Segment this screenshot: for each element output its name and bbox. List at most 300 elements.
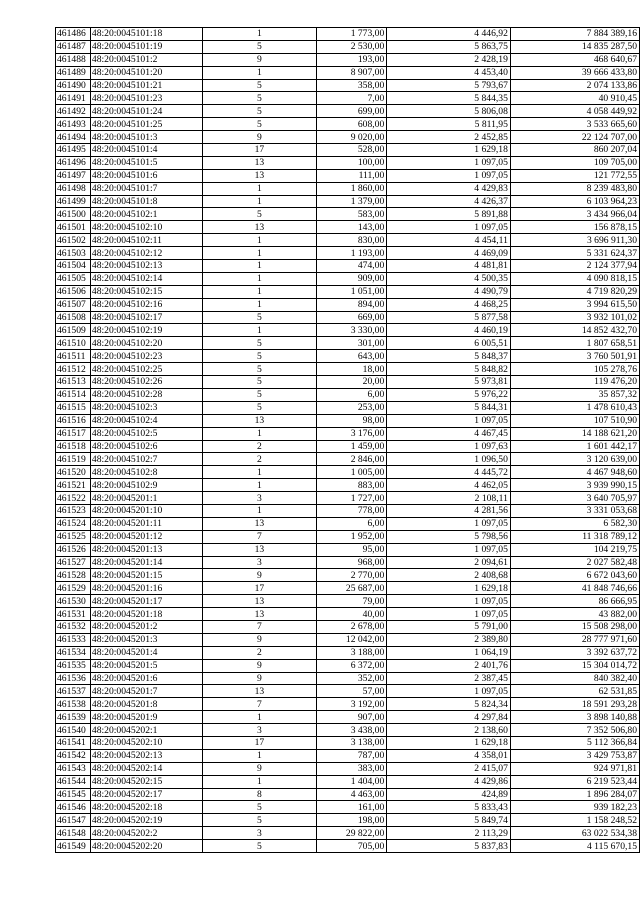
- cadastral-number-cell: 48:20:0045102:7: [90, 453, 202, 466]
- group-code-cell: 5: [202, 840, 316, 853]
- cadastral-value-cell: 14 835 287,50: [510, 40, 639, 53]
- row-number-cell: 461510: [56, 337, 91, 350]
- group-code-cell: 1: [202, 479, 316, 492]
- row-number-cell: 461489: [56, 66, 91, 79]
- group-code-cell: 1: [202, 247, 316, 260]
- unit-value-cell: 5 863,75: [387, 40, 511, 53]
- cadastral-number-cell: 48:20:0045201:13: [90, 543, 202, 556]
- cadastral-number-cell: 48:20:0045201:1: [90, 492, 202, 505]
- cadastral-value-cell: 468 640,67: [510, 53, 639, 66]
- unit-value-cell: 1 097,63: [387, 440, 511, 453]
- row-number-cell: 461543: [56, 762, 91, 775]
- area-cell: 253,00: [317, 401, 387, 414]
- row-number-cell: 461517: [56, 427, 91, 440]
- row-number-cell: 461504: [56, 260, 91, 273]
- unit-value-cell: 5 848,37: [387, 350, 511, 363]
- area-cell: 8 907,00: [317, 66, 387, 79]
- area-cell: 894,00: [317, 298, 387, 311]
- cadastral-number-cell: 48:20:0045102:3: [90, 401, 202, 414]
- row-number-cell: 461494: [56, 131, 91, 144]
- unit-value-cell: 4 460,19: [387, 324, 511, 337]
- area-cell: 4 463,00: [317, 788, 387, 801]
- cadastral-value-cell: 86 666,95: [510, 595, 639, 608]
- table-row: [56, 569, 640, 582]
- cadastral-value-cell: 3 120 639,00: [510, 453, 639, 466]
- unit-value-cell: 2 428,19: [387, 53, 511, 66]
- row-number-cell: 461514: [56, 388, 91, 401]
- cadastral-value-table: [55, 27, 640, 853]
- row-number-cell: 461496: [56, 156, 91, 169]
- cadastral-number-cell: 48:20:0045101:4: [90, 144, 202, 157]
- unit-value-cell: 4 281,56: [387, 504, 511, 517]
- table-row: [56, 376, 640, 389]
- cadastral-number-cell: 48:20:0045102:10: [90, 221, 202, 234]
- area-cell: 883,00: [317, 479, 387, 492]
- area-cell: 1 773,00: [317, 28, 387, 41]
- cadastral-value-cell: 14 852 432,70: [510, 324, 639, 337]
- unit-value-cell: 4 469,09: [387, 247, 511, 260]
- cadastral-value-cell: 28 777 971,60: [510, 633, 639, 646]
- cadastral-value-cell: 3 898 140,88: [510, 711, 639, 724]
- area-cell: 583,00: [317, 208, 387, 221]
- unit-value-cell: 5 844,31: [387, 401, 511, 414]
- cadastral-value-cell: 4 058 449,92: [510, 105, 639, 118]
- group-code-cell: 1: [202, 504, 316, 517]
- area-cell: 6,00: [317, 388, 387, 401]
- area-cell: 3 188,00: [317, 646, 387, 659]
- group-code-cell: 9: [202, 659, 316, 672]
- cadastral-number-cell: 48:20:0045201:12: [90, 530, 202, 543]
- area-cell: 3 176,00: [317, 427, 387, 440]
- area-cell: 6 372,00: [317, 659, 387, 672]
- group-code-cell: 1: [202, 711, 316, 724]
- row-number-cell: 461546: [56, 801, 91, 814]
- unit-value-cell: 4 429,83: [387, 182, 511, 195]
- unit-value-cell: 1 097,05: [387, 221, 511, 234]
- area-cell: 20,00: [317, 376, 387, 389]
- area-cell: 95,00: [317, 543, 387, 556]
- group-code-cell: 2: [202, 440, 316, 453]
- table-row: [56, 749, 640, 762]
- table-row: [56, 440, 640, 453]
- cadastral-number-cell: 48:20:0045102:17: [90, 311, 202, 324]
- group-code-cell: 9: [202, 762, 316, 775]
- unit-value-cell: 5 844,35: [387, 92, 511, 105]
- area-cell: 352,00: [317, 672, 387, 685]
- row-number-cell: 461521: [56, 479, 91, 492]
- cadastral-value-cell: 63 022 534,38: [510, 827, 639, 840]
- row-number-cell: 461490: [56, 79, 91, 92]
- area-cell: 968,00: [317, 556, 387, 569]
- cadastral-value-cell: 39 666 433,80: [510, 66, 639, 79]
- area-cell: 778,00: [317, 504, 387, 517]
- cadastral-value-cell: 2 124 377,94: [510, 260, 639, 273]
- group-code-cell: 8: [202, 788, 316, 801]
- table-row: [56, 556, 640, 569]
- group-code-cell: 5: [202, 388, 316, 401]
- unit-value-cell: 1 096,50: [387, 453, 511, 466]
- area-cell: 193,00: [317, 53, 387, 66]
- cadastral-number-cell: 48:20:0045102:11: [90, 234, 202, 247]
- cadastral-number-cell: 48:20:0045102:6: [90, 440, 202, 453]
- row-number-cell: 461523: [56, 504, 91, 517]
- area-cell: 907,00: [317, 711, 387, 724]
- cadastral-value-cell: 18 591 293,28: [510, 698, 639, 711]
- cadastral-number-cell: 48:20:0045101:20: [90, 66, 202, 79]
- table-row: [56, 711, 640, 724]
- table-row: [56, 827, 640, 840]
- cadastral-value-cell: 3 533 665,60: [510, 118, 639, 131]
- table-row: [56, 272, 640, 285]
- group-code-cell: 5: [202, 79, 316, 92]
- group-code-cell: 17: [202, 582, 316, 595]
- row-number-cell: 461533: [56, 633, 91, 646]
- unit-value-cell: 4 445,72: [387, 466, 511, 479]
- cadastral-number-cell: 48:20:0045102:1: [90, 208, 202, 221]
- row-number-cell: 461507: [56, 298, 91, 311]
- unit-value-cell: 4 468,25: [387, 298, 511, 311]
- cadastral-value-cell: 119 476,20: [510, 376, 639, 389]
- cadastral-value-cell: 5 331 624,37: [510, 247, 639, 260]
- row-number-cell: 461499: [56, 195, 91, 208]
- group-code-cell: 5: [202, 208, 316, 221]
- cadastral-number-cell: 48:20:0045202:10: [90, 736, 202, 749]
- cadastral-number-cell: 48:20:0045102:4: [90, 414, 202, 427]
- cadastral-value-cell: 1 158 248,52: [510, 814, 639, 827]
- cadastral-value-cell: 6 219 523,44: [510, 775, 639, 788]
- cadastral-value-cell: 156 878,15: [510, 221, 639, 234]
- table-row: [56, 195, 640, 208]
- row-number-cell: 461493: [56, 118, 91, 131]
- area-cell: 301,00: [317, 337, 387, 350]
- table-row: [56, 66, 640, 79]
- area-cell: 1 193,00: [317, 247, 387, 260]
- row-number-cell: 461539: [56, 711, 91, 724]
- row-number-cell: 461528: [56, 569, 91, 582]
- area-cell: 474,00: [317, 260, 387, 273]
- row-number-cell: 461491: [56, 92, 91, 105]
- unit-value-cell: 1 629,18: [387, 582, 511, 595]
- unit-value-cell: 5 806,08: [387, 105, 511, 118]
- group-code-cell: 2: [202, 453, 316, 466]
- group-code-cell: 5: [202, 801, 316, 814]
- cadastral-value-cell: 104 219,75: [510, 543, 639, 556]
- cadastral-value-cell: 3 932 101,02: [510, 311, 639, 324]
- unit-value-cell: 2 389,80: [387, 633, 511, 646]
- table-row: [56, 169, 640, 182]
- table-row: [56, 311, 640, 324]
- cadastral-value-cell: 3 994 615,50: [510, 298, 639, 311]
- area-cell: 7,00: [317, 92, 387, 105]
- group-code-cell: 13: [202, 156, 316, 169]
- group-code-cell: 13: [202, 543, 316, 556]
- cadastral-value-cell: 35 857,32: [510, 388, 639, 401]
- unit-value-cell: 5 824,34: [387, 698, 511, 711]
- unit-value-cell: 4 426,37: [387, 195, 511, 208]
- cadastral-value-cell: 2 027 582,48: [510, 556, 639, 569]
- row-number-cell: 461512: [56, 363, 91, 376]
- group-code-cell: 1: [202, 28, 316, 41]
- cadastral-value-cell: 860 207,04: [510, 144, 639, 157]
- unit-value-cell: 4 297,84: [387, 711, 511, 724]
- area-cell: 2 678,00: [317, 620, 387, 633]
- area-cell: 79,00: [317, 595, 387, 608]
- area-cell: 2 846,00: [317, 453, 387, 466]
- cadastral-value-cell: 14 188 621,20: [510, 427, 639, 440]
- group-code-cell: 13: [202, 685, 316, 698]
- group-code-cell: 5: [202, 311, 316, 324]
- group-code-cell: 1: [202, 775, 316, 788]
- table-row: [56, 775, 640, 788]
- table-row: [56, 504, 640, 517]
- cadastral-number-cell: 48:20:0045201:14: [90, 556, 202, 569]
- group-code-cell: 7: [202, 530, 316, 543]
- unit-value-cell: 2 401,76: [387, 659, 511, 672]
- table-row: [56, 363, 640, 376]
- area-cell: 100,00: [317, 156, 387, 169]
- table-row: [56, 260, 640, 273]
- unit-value-cell: 1 629,18: [387, 736, 511, 749]
- cadastral-number-cell: 48:20:0045101:18: [90, 28, 202, 41]
- table-row: [56, 324, 640, 337]
- unit-value-cell: 4 453,40: [387, 66, 511, 79]
- table-row: [56, 28, 640, 41]
- area-cell: 1 379,00: [317, 195, 387, 208]
- unit-value-cell: 1 097,05: [387, 608, 511, 621]
- table-row: [56, 840, 640, 853]
- cadastral-number-cell: 48:20:0045201:8: [90, 698, 202, 711]
- cadastral-value-cell: 840 382,40: [510, 672, 639, 685]
- cadastral-value-cell: 3 640 705,97: [510, 492, 639, 505]
- row-number-cell: 461545: [56, 788, 91, 801]
- unit-value-cell: 1 097,05: [387, 517, 511, 530]
- group-code-cell: 1: [202, 427, 316, 440]
- cadastral-value-cell: 105 278,76: [510, 363, 639, 376]
- cadastral-number-cell: 48:20:0045102:28: [90, 388, 202, 401]
- table-row: [56, 698, 640, 711]
- cadastral-number-cell: 48:20:0045201:7: [90, 685, 202, 698]
- group-code-cell: 1: [202, 272, 316, 285]
- row-number-cell: 461549: [56, 840, 91, 853]
- row-number-cell: 461522: [56, 492, 91, 505]
- area-cell: 29 822,00: [317, 827, 387, 840]
- table-row: [56, 105, 640, 118]
- cadastral-number-cell: 48:20:0045202:15: [90, 775, 202, 788]
- cadastral-value-cell: 107 510,90: [510, 414, 639, 427]
- area-cell: 2 770,00: [317, 569, 387, 582]
- cadastral-number-cell: 48:20:0045101:21: [90, 79, 202, 92]
- unit-value-cell: 2 387,45: [387, 672, 511, 685]
- cadastral-number-cell: 48:20:0045201:5: [90, 659, 202, 672]
- cadastral-value-cell: 1 896 284,07: [510, 788, 639, 801]
- cadastral-number-cell: 48:20:0045202:13: [90, 749, 202, 762]
- cadastral-number-cell: 48:20:0045101:5: [90, 156, 202, 169]
- row-number-cell: 461492: [56, 105, 91, 118]
- row-number-cell: 461541: [56, 736, 91, 749]
- row-number-cell: 461532: [56, 620, 91, 633]
- unit-value-cell: 4 467,45: [387, 427, 511, 440]
- table-row: [56, 788, 640, 801]
- table-row: [56, 40, 640, 53]
- group-code-cell: 5: [202, 363, 316, 376]
- unit-value-cell: 6 005,51: [387, 337, 511, 350]
- row-number-cell: 461535: [56, 659, 91, 672]
- group-code-cell: 5: [202, 401, 316, 414]
- cadastral-number-cell: 48:20:0045102:15: [90, 285, 202, 298]
- cadastral-value-cell: 40 910,45: [510, 92, 639, 105]
- group-code-cell: 3: [202, 556, 316, 569]
- group-code-cell: 5: [202, 814, 316, 827]
- area-cell: 198,00: [317, 814, 387, 827]
- group-code-cell: 5: [202, 376, 316, 389]
- cadastral-number-cell: 48:20:0045102:5: [90, 427, 202, 440]
- unit-value-cell: 5 848,82: [387, 363, 511, 376]
- group-code-cell: 1: [202, 182, 316, 195]
- group-code-cell: 1: [202, 324, 316, 337]
- cadastral-number-cell: 48:20:0045102:23: [90, 350, 202, 363]
- group-code-cell: 1: [202, 285, 316, 298]
- cadastral-value-cell: 7 884 389,16: [510, 28, 639, 41]
- cadastral-value-cell: 3 696 911,30: [510, 234, 639, 247]
- row-number-cell: 461534: [56, 646, 91, 659]
- row-number-cell: 461525: [56, 530, 91, 543]
- cadastral-value-cell: 109 705,00: [510, 156, 639, 169]
- area-cell: 643,00: [317, 350, 387, 363]
- table-row: [56, 182, 640, 195]
- row-number-cell: 461488: [56, 53, 91, 66]
- cadastral-number-cell: 48:20:0045102:26: [90, 376, 202, 389]
- row-number-cell: 461540: [56, 724, 91, 737]
- cadastral-number-cell: 48:20:0045101:2: [90, 53, 202, 66]
- table-row: [56, 118, 640, 131]
- area-cell: 787,00: [317, 749, 387, 762]
- table-row: [56, 582, 640, 595]
- table-row: [56, 814, 640, 827]
- table-row: [56, 388, 640, 401]
- cadastral-number-cell: 48:20:0045202:19: [90, 814, 202, 827]
- table-row: [56, 543, 640, 556]
- cadastral-number-cell: 48:20:0045201:16: [90, 582, 202, 595]
- row-number-cell: 461520: [56, 466, 91, 479]
- group-code-cell: 17: [202, 736, 316, 749]
- area-cell: 1 459,00: [317, 440, 387, 453]
- row-number-cell: 461502: [56, 234, 91, 247]
- cadastral-number-cell: 48:20:0045102:25: [90, 363, 202, 376]
- table-row: [56, 156, 640, 169]
- group-code-cell: 2: [202, 646, 316, 659]
- cadastral-value-cell: 2 074 133,86: [510, 79, 639, 92]
- group-code-cell: 17: [202, 144, 316, 157]
- row-number-cell: 461538: [56, 698, 91, 711]
- unit-value-cell: 1 097,05: [387, 543, 511, 556]
- group-code-cell: 9: [202, 672, 316, 685]
- cadastral-number-cell: 48:20:0045202:1: [90, 724, 202, 737]
- cadastral-value-cell: 41 848 746,66: [510, 582, 639, 595]
- cadastral-value-cell: 15 304 014,72: [510, 659, 639, 672]
- cadastral-number-cell: 48:20:0045102:19: [90, 324, 202, 337]
- table-row: [56, 685, 640, 698]
- group-code-cell: 9: [202, 633, 316, 646]
- row-number-cell: 461495: [56, 144, 91, 157]
- unit-value-cell: 4 481,81: [387, 260, 511, 273]
- row-number-cell: 461511: [56, 350, 91, 363]
- row-number-cell: 461503: [56, 247, 91, 260]
- area-cell: 2 530,00: [317, 40, 387, 53]
- table-row: [56, 414, 640, 427]
- row-number-cell: 461537: [56, 685, 91, 698]
- table-row: [56, 53, 640, 66]
- unit-value-cell: 2 094,61: [387, 556, 511, 569]
- cadastral-number-cell: 48:20:0045101:25: [90, 118, 202, 131]
- cadastral-value-cell: 1 601 442,17: [510, 440, 639, 453]
- row-number-cell: 461505: [56, 272, 91, 285]
- row-number-cell: 461531: [56, 608, 91, 621]
- row-number-cell: 461515: [56, 401, 91, 414]
- cadastral-number-cell: 48:20:0045201:9: [90, 711, 202, 724]
- cadastral-number-cell: 48:20:0045101:3: [90, 131, 202, 144]
- area-cell: 1 005,00: [317, 466, 387, 479]
- table-row: [56, 736, 640, 749]
- cadastral-number-cell: 48:20:0045201:4: [90, 646, 202, 659]
- cadastral-value-cell: 939 182,23: [510, 801, 639, 814]
- row-number-cell: 461524: [56, 517, 91, 530]
- area-cell: 18,00: [317, 363, 387, 376]
- group-code-cell: 7: [202, 620, 316, 633]
- cadastral-number-cell: 48:20:0045202:17: [90, 788, 202, 801]
- cadastral-value-cell: 22 124 707,00: [510, 131, 639, 144]
- cadastral-number-cell: 48:20:0045102:8: [90, 466, 202, 479]
- table-row: [56, 466, 640, 479]
- row-number-cell: 461509: [56, 324, 91, 337]
- table-row: [56, 401, 640, 414]
- area-cell: 3 192,00: [317, 698, 387, 711]
- table-row: [56, 492, 640, 505]
- table-row: [56, 633, 640, 646]
- table-row: [56, 208, 640, 221]
- group-code-cell: 1: [202, 298, 316, 311]
- table-row: [56, 659, 640, 672]
- unit-value-cell: 5 793,67: [387, 79, 511, 92]
- cadastral-value-cell: 11 318 789,12: [510, 530, 639, 543]
- table-row: [56, 620, 640, 633]
- unit-value-cell: 5 798,56: [387, 530, 511, 543]
- cadastral-number-cell: 48:20:0045201:11: [90, 517, 202, 530]
- table-row: [56, 337, 640, 350]
- cadastral-number-cell: 48:20:0045101:8: [90, 195, 202, 208]
- row-number-cell: 461518: [56, 440, 91, 453]
- table-body: [56, 28, 640, 853]
- unit-value-cell: 5 811,95: [387, 118, 511, 131]
- group-code-cell: 1: [202, 466, 316, 479]
- cadastral-number-cell: 48:20:0045102:16: [90, 298, 202, 311]
- table-row: [56, 234, 640, 247]
- row-number-cell: 461519: [56, 453, 91, 466]
- area-cell: 12 042,00: [317, 633, 387, 646]
- row-number-cell: 461500: [56, 208, 91, 221]
- group-code-cell: 9: [202, 569, 316, 582]
- group-code-cell: 5: [202, 40, 316, 53]
- cadastral-number-cell: 48:20:0045102:9: [90, 479, 202, 492]
- table-row: [56, 530, 640, 543]
- cadastral-number-cell: 48:20:0045201:18: [90, 608, 202, 621]
- group-code-cell: 3: [202, 492, 316, 505]
- cadastral-number-cell: 48:20:0045101:23: [90, 92, 202, 105]
- table-row: [56, 92, 640, 105]
- row-number-cell: 461501: [56, 221, 91, 234]
- unit-value-cell: 5 976,22: [387, 388, 511, 401]
- row-number-cell: 461544: [56, 775, 91, 788]
- cadastral-value-cell: 3 939 990,15: [510, 479, 639, 492]
